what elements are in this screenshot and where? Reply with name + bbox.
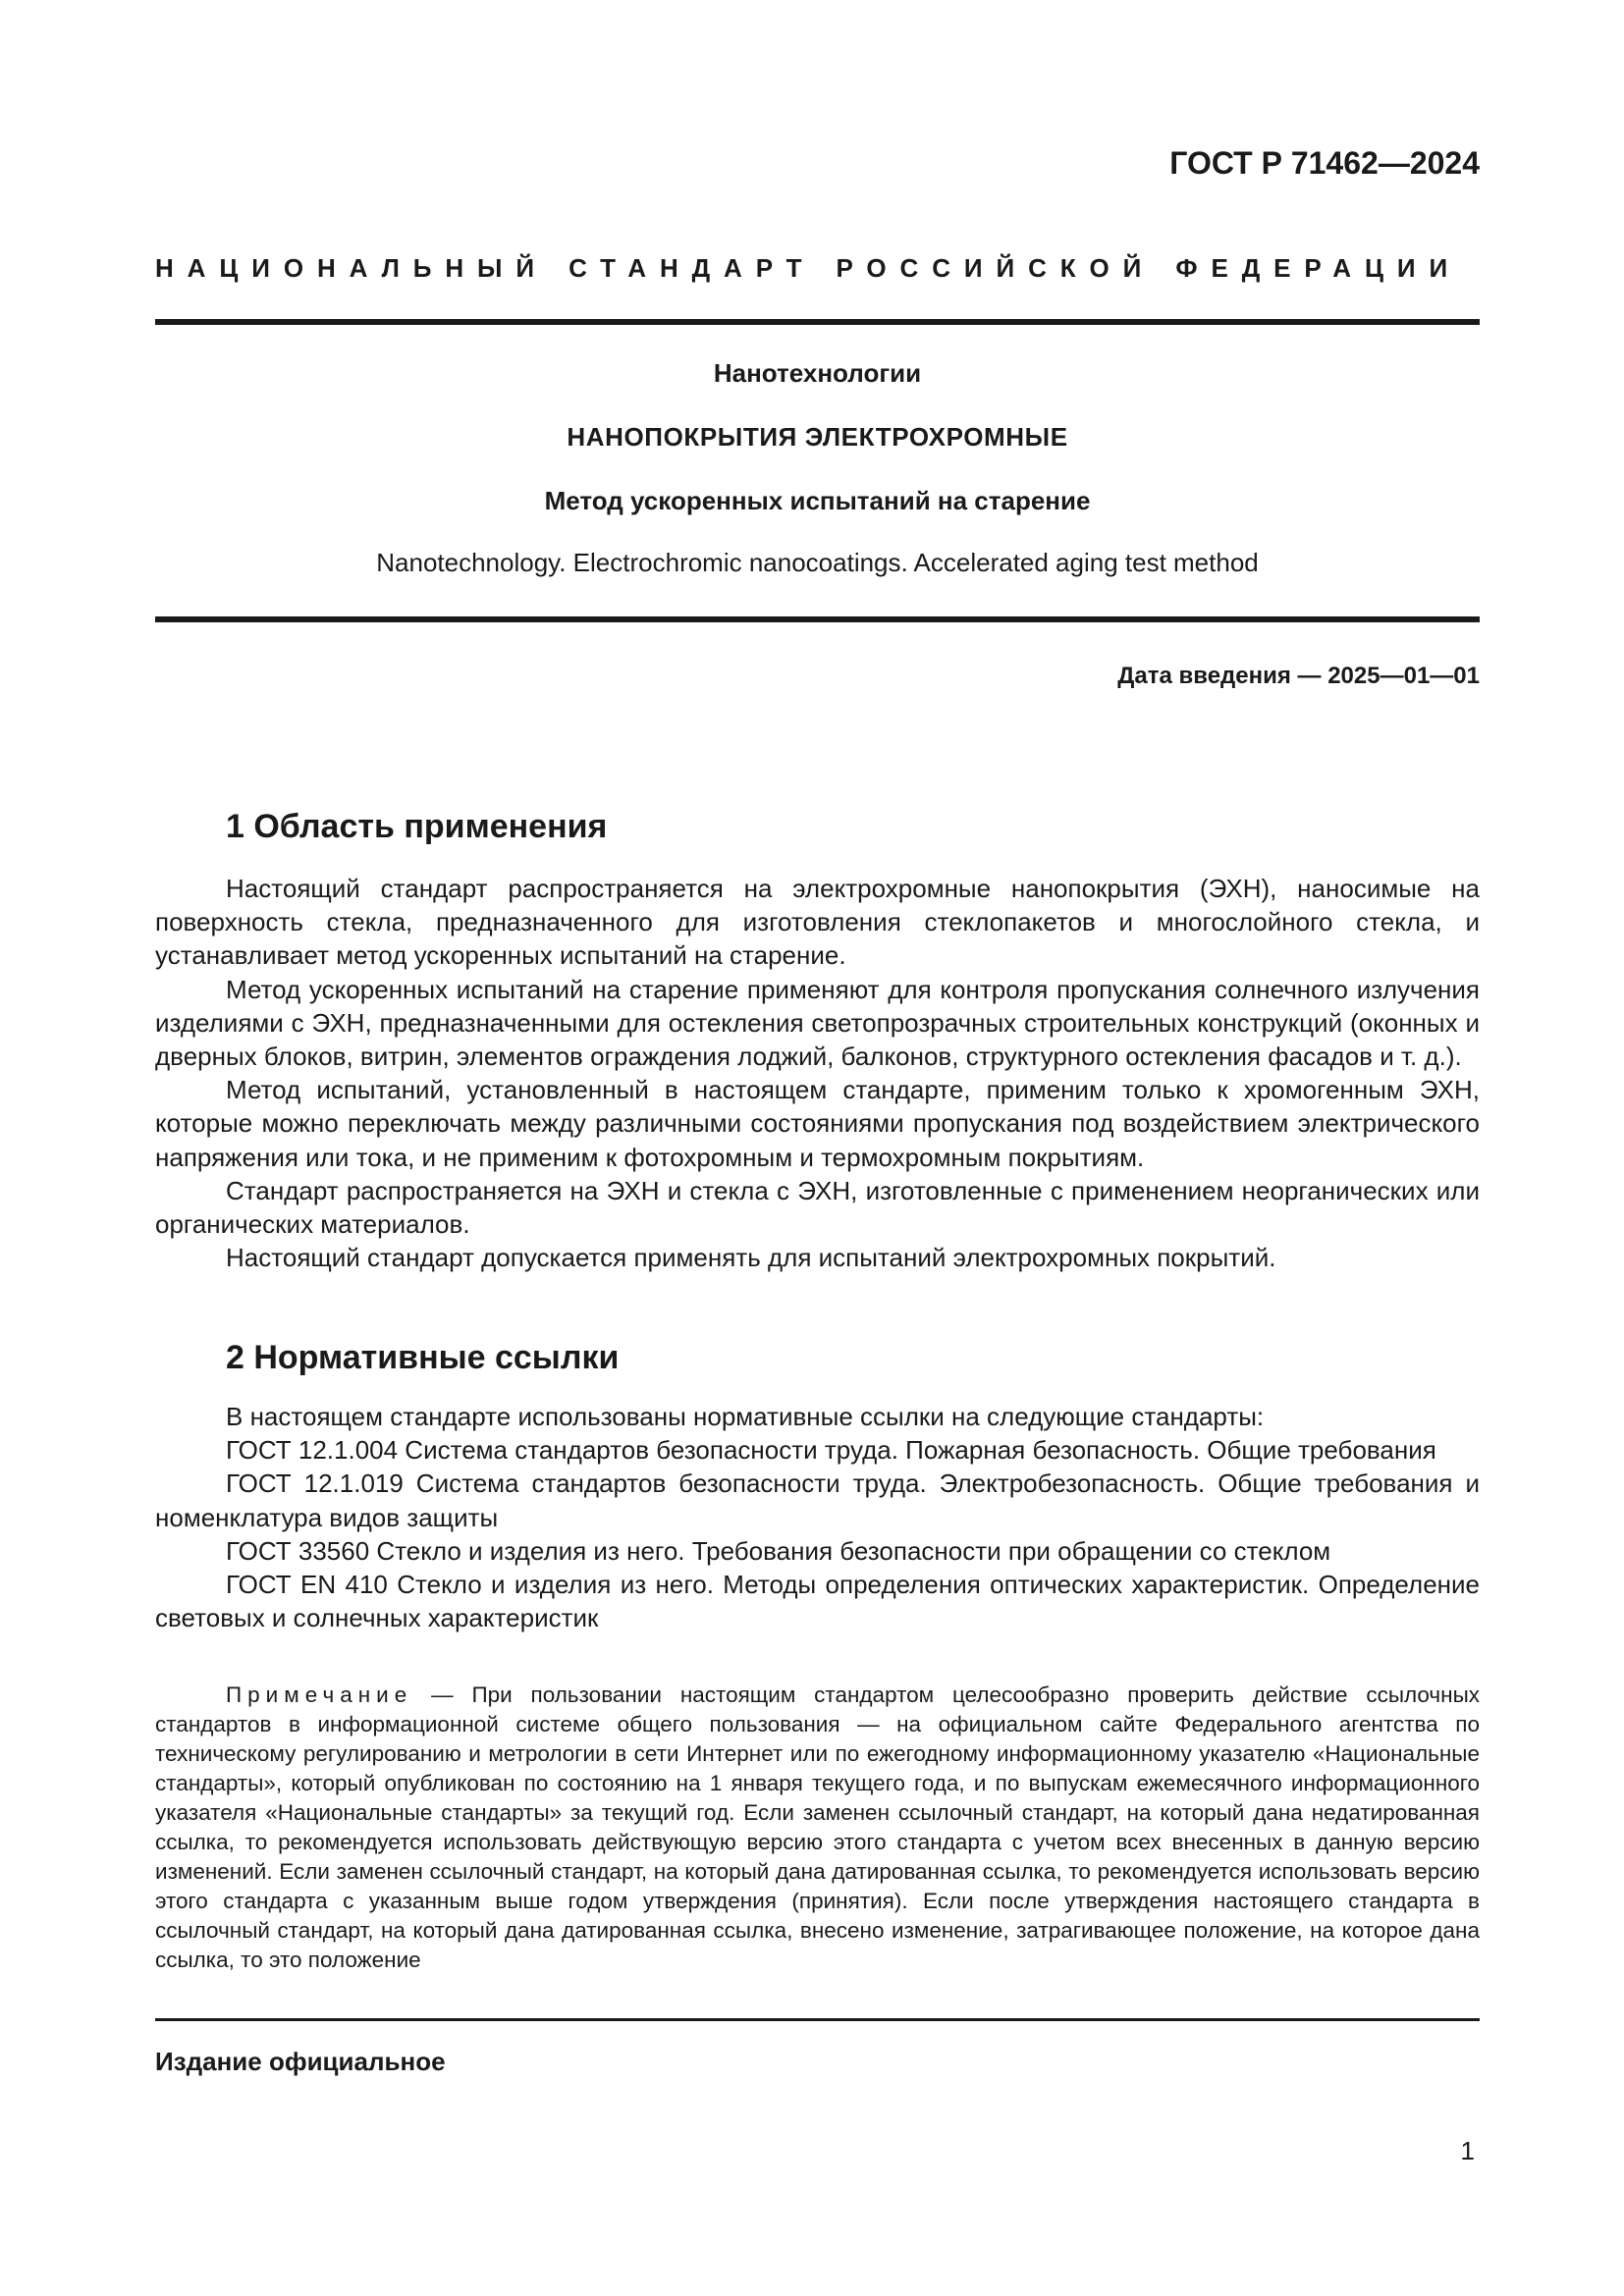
standard-number: ГОСТ Р 71462—2024 <box>1169 145 1480 181</box>
footer-divider <box>155 2018 1480 2021</box>
note <box>155 1681 1480 1975</box>
paragraph: Метод испытаний, установленный в настоящем стандарте, применим только к хромогенным ЭХН, которые можно переключать между различными состояниями пропускания под воздействием электрического напряжения или тока, и не применим к фотохромным и термохромным покрытиям. <box>155 1075 1480 1172</box>
reference-item: ГОСТ 12.1.019 Система стандартов безопасности труда. Электробезопасность. Общие требования и номенклатура видов защиты <box>155 1468 1480 1532</box>
page-number: 1 <box>1460 2136 1475 2165</box>
note-text: — При пользовании настоящим стандартом целесообразно проверить действие ссылочных стандартов в информационной системе общего пользования — на официальном сайте Федерального агентства по техническому регулированию и метрологии в сети Интернет или по ежегодному информационному указателю «Национальные стандарты», который опубликован по состоянию на 1 января текущего года, и по выпускам ежемесячного информационного указателя «Национальные стандарты» за текущий год. Если заменен ссылочный стандарт, на который дана недатированная ссылка, то рекомендуется использовать действующую версию этого стандарта с учетом всех внесенных в данную версию изменений. Если заменен ссылочный стандарт, на который дана датированная ссылка, то рекомендуется использовать версию этого стандарта с указанным выше годом утверждения (принятия). Если после утверждения настоящего стандарта в ссылочный стандарт, на который дана датированная ссылка, внесено изменение, затрагивающее положение, на которое дана ссылка, то это положение <box>155 1682 1480 1972</box>
paragraph: Стандарт распространяется на ЭХН и стекла с ЭХН, изготовленные с применением неорганических или органических материалов. <box>155 1175 1480 1240</box>
section-1-heading: 1 Область применения <box>226 808 608 845</box>
introduction-date: Дата введения — 2025—01—01 <box>1117 663 1480 689</box>
title-field: Нанотехнологии <box>713 358 922 388</box>
title-english: Nanotechnology. Electrochromic nanocoatings. Accelerated aging test method <box>376 548 1259 577</box>
reference-item: ГОСТ 12.1.004 Система стандартов безопасности труда. Пожарная безопасность. Общие требования <box>226 1435 1436 1466</box>
section-2-heading: 2 Нормативные ссылки <box>226 1339 620 1376</box>
section-2-body <box>155 1400 1480 1634</box>
reference-item: ГОСТ EN 410 Стекло и изделия из него. Методы определения оптических характеристик. Определение световых и солнечных характеристик <box>155 1570 1480 1633</box>
title-main: НАНОПОКРЫТИЯ ЭЛЕКТРОХРОМНЫЕ <box>567 422 1068 452</box>
reference-item: ГОСТ 33560 Стекло и изделия из него. Требования безопасности при обращении со стеклом <box>226 1535 1331 1566</box>
paragraph: Настоящий стандарт допускается применять для испытаний электрохромных покрытий. <box>226 1243 1276 1273</box>
references-intro: В настоящем стандарте использованы нормативные ссылки на следующие стандарты: <box>226 1402 1265 1431</box>
top-divider <box>155 319 1480 325</box>
paragraph: Настоящий стандарт распространяется на электрохромные нанопокрытия (ЭХН), наносимые на поверхность стекла, предназначенного для изготовления стеклопакетов и многослойного стекла, и устанавливает метод ускоренных испытаний на старение. <box>155 874 1480 971</box>
paragraph: Метод ускоренных испытаний на старение применяют для контроля пропускания солнечного излучения изделиями с ЭХН, предназначенными для остекления светопрозрачных строительных конструкций (оконных и дверных блоков, витрин, элементов ограждения лоджий, балконов, структурного остекления фасадов и т. д.). <box>155 974 1480 1072</box>
title-divider <box>155 616 1480 622</box>
title-method: Метод ускоренных испытаний на старение <box>544 486 1091 515</box>
section-1-body <box>155 872 1480 1274</box>
official-edition: Издание официальное <box>155 2047 446 2076</box>
note-label: Примечание <box>226 1682 413 1707</box>
national-standard-banner: НАЦИОНАЛЬНЫЙ СТАНДАРТ РОССИЙСКОЙ ФЕДЕРАЦИИ <box>155 253 1462 283</box>
